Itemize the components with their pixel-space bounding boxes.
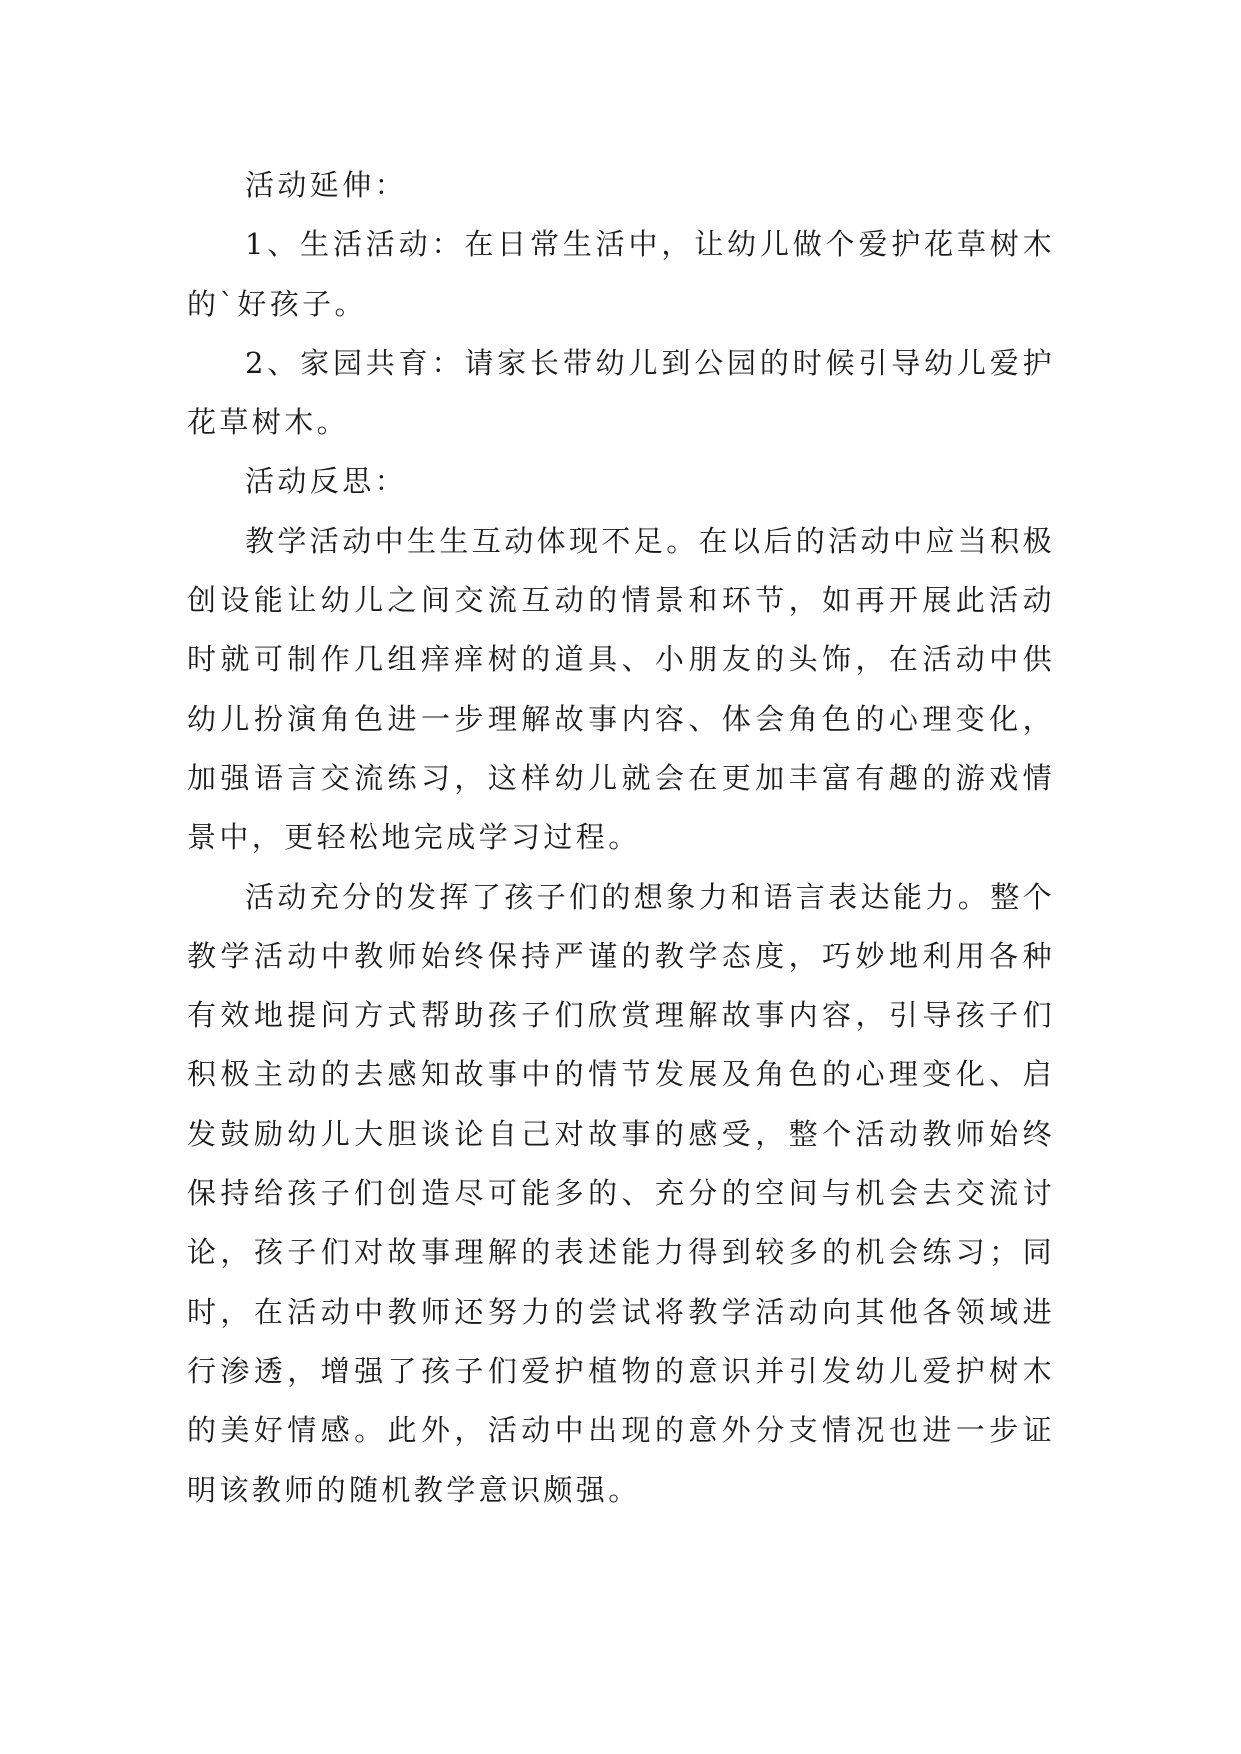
paragraph-daily-life-activity: 1、生活活动：在日常生活中，让幼儿做个爱护花草树木的`好孩子。 (187, 227, 1055, 321)
paragraph-home-school-cooperation: 2、家园共育：请家长带幼儿到公园的时候引导幼儿爱护花草树木。 (187, 345, 1055, 440)
heading-activity-extension: 活动延伸： (245, 168, 408, 202)
heading-activity-reflection: 活动反思： (245, 464, 408, 499)
document-body (187, 156, 1055, 1520)
paragraph-reflection-interaction: 教学活动中生生互动体现不足。在以后的活动中应当积极创设能让幼儿之间交流互动的情景和环节，如再开展此活动时就可制作几组痒痒树的道具、小朋友的头饰，在活动中供幼儿扮演角色进一步理解故事内容、体会角色的心理变化，加强语言交流练习，这样幼儿就会在更加丰富有趣的游戏情景中，更轻松地完成学习过程。 (187, 523, 1056, 855)
paragraph-reflection-evaluation: 活动充分的发挥了孩子们的想象力和语言表达能力。整个教学活动中教师始终保持严谨的教学态度，巧妙地利用各种有效地提问方式帮助孩子们欣赏理解故事内容，引导孩子们积极主动的去感知故事中的情节发展及角色的心理变化、启发鼓励幼儿大胆谈论自己对故事的感受，整个活动教师始终保持给孩子们创造尽可能多的、充分的空间与机会去交流讨论，孩子们对故事理解的表述能力得到较多的机会练习；同时，在活动中教师还努力的尝试将教学活动向其他各领域进行渗透，增强了孩子们爱护植物的意识并引发幼儿爱护树木的美好情感。此外，活动中出现的意外分支情况也进一步证明该教师的随机教学意识颇强。 (187, 879, 1056, 1507)
